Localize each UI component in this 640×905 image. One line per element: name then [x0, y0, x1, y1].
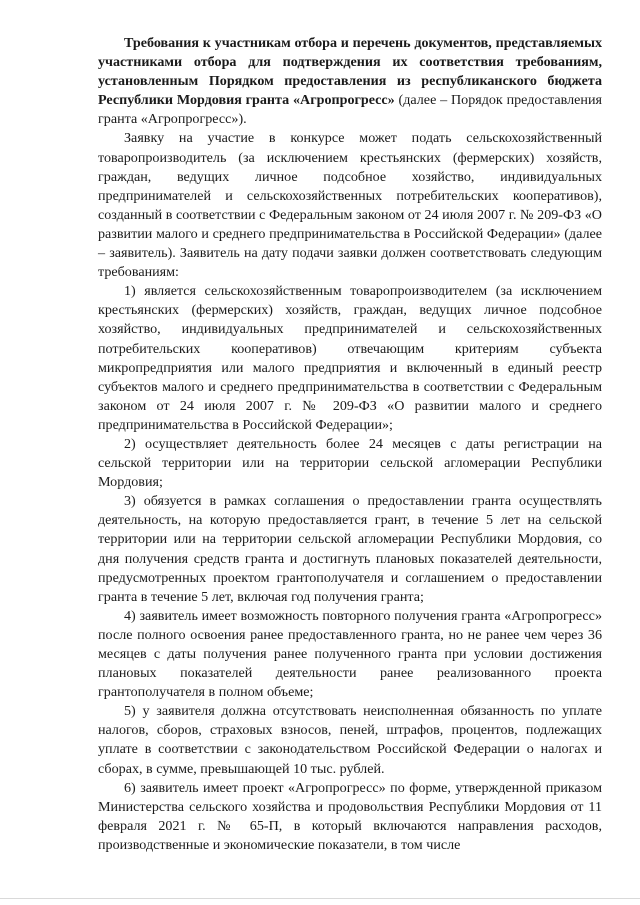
- requirement-4: 4) заявитель имеет возможность повторного получения гранта «Агропрогресс» после полного освоения ранее предоставленного гранта, но не ранее чем через 36 месяцев с даты получения ранее полученного гранта при условии достижения плановых показателей деятельности ранее реализованного проекта грантополучателя в полном объеме;: [98, 607, 602, 701]
- document-page: [98, 34, 602, 855]
- requirement-6: 6) заявитель имеет проект «Агропрогресс» по форме, утвержденной приказом Министерства сельского хозяйства и продовольствия Республики Мордовия от 11 февраля 2021 г. № 65-П, в который включаются направления расходов, производственные и экономические показатели, в том числе: [98, 779, 602, 853]
- heading-bold-title: Требования к участникам отбора и перечень документов, представляемых участниками отбора для подтверждения их соответствия требованиям, установленным Порядком предоставления из республиканского бюджета Республики Мордовия гранта «Агропрогресс»: [98, 35, 602, 109]
- document-heading: [98, 34, 602, 129]
- requirement-1: 1) является сельскохозяйственным товаропроизводителем (за исключением крестьянских (фермерских) хозяйств, граждан, ведущих личное подсобное хозяйство, индивидуальных предпринимателей и сельскохозяйственных потребительских кооперативов) отвечающим критериям субъекта микропредприятия или малого предприятия и включенный в единый реестр субъектов малого и среднего предпринимательства в соответствии с Федеральным законом от 24 июля 2007 г. № 209-ФЗ «О развитии малого и среднего предпринимательства в Российской Федерации»;: [98, 283, 602, 433]
- heading-note: (далее – Порядок предоставления гранта «Агропрогресс»).: [98, 92, 602, 128]
- requirement-2: 2) осуществляет деятельность более 24 месяцев с даты регистрации на сельской территории или на территории сельской агломерации Республики Мордовия;: [98, 435, 602, 491]
- requirement-5: 5) у заявителя должна отсутствовать неисполненная обязанность по уплате налогов, сборов, страховых взносов, пеней, штрафов, процентов, подлежащих уплате в соответствии с законодательством Российской Федерации о налогах и сборах, в сумме, превышающей 10 тыс. рублей.: [98, 703, 602, 777]
- requirement-3: 3) обязуется в рамках соглашения о предоставлении гранта осуществлять деятельность, на которую предоставляется грант, в течение 5 лет на сельской территории или на территории сельской агломерации Республики Мордовия, со дня получения средств гранта и достигнуть плановых показателей деятельности, предусмотренных проектом грантополучателя и соглашением о предоставлении гранта в течение 5 лет, включая год получения гранта;: [98, 493, 602, 605]
- intro-paragraph: Заявку на участие в конкурсе может подать сельскохозяйственный товаропроизводитель (за исключением крестьянских (фермерских) хозяйств, граждан, ведущих личное подсобное хозяйство, индивидуальных предпринимателей и сельскохозяйственных потребительских кооперативов), созданный в соответствии с Федеральным законом от 24 июля 2007 г. № 209-ФЗ «О развитии малого и среднего предпринимательства в Российской Федерации» (далее – заявитель). Заявитель на дату подачи заявки должен соответствовать следующим требованиям:: [98, 130, 602, 281]
- scan-edge-line: [0, 898, 640, 899]
